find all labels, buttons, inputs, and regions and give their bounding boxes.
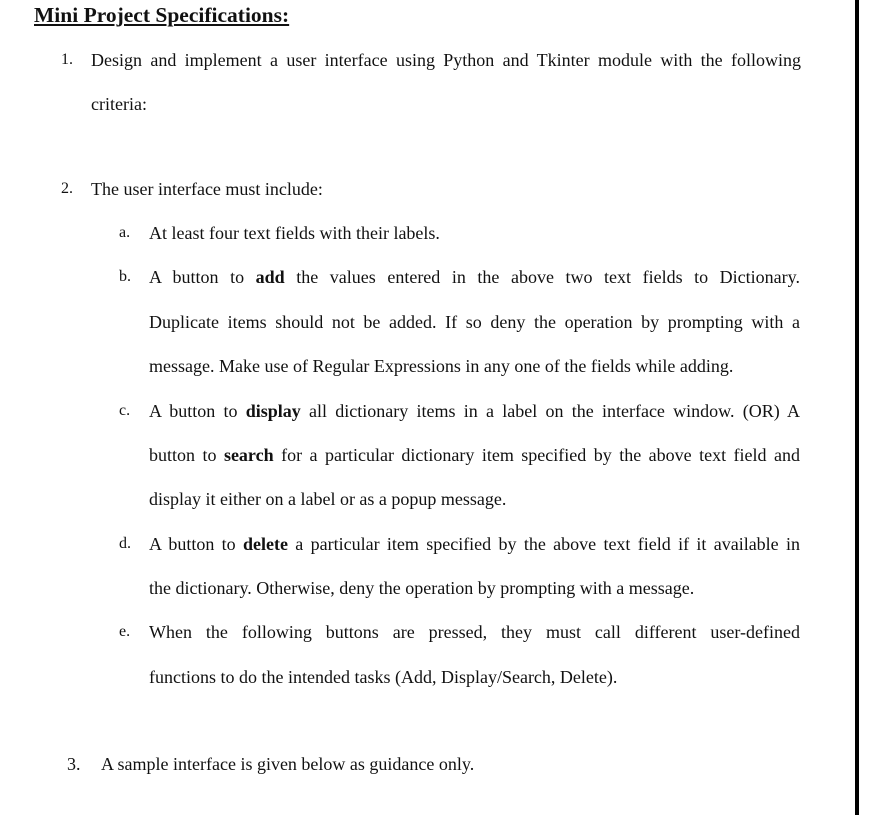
keyword-display: display — [245, 401, 301, 421]
subitem-c-label: c. — [119, 402, 131, 419]
subitem-c-line-2: button to search for a particular dictionary item specified by the above text field and — [149, 445, 800, 465]
keyword-search: search — [223, 445, 274, 465]
subitem-a-line-1: At least four text fields with their labels. — [149, 223, 440, 243]
item-2-line-1: The user interface must include: — [91, 179, 323, 199]
item-1-number: 1. — [61, 51, 73, 68]
subitem-c-line-3: display it either on a label or as a popup message. — [149, 489, 507, 509]
subitem-c-line-1: A button to display all dictionary items in a label on the interface window. (OR) A — [149, 401, 800, 421]
subitem-e-line-1: When the following buttons are pressed, they must call different user-defined — [149, 622, 800, 642]
subitem-a-label: a. — [119, 224, 131, 241]
subitem-d-line-2: the dictionary. Otherwise, deny the operation by prompting with a message. — [149, 578, 695, 598]
subitem-e-label: e. — [119, 623, 131, 640]
subitem-d-label: d. — [119, 535, 131, 552]
subitem-e-line-2: functions to do the intended tasks (Add, Display/Search, Delete). — [149, 667, 618, 687]
keyword-delete: delete — [242, 534, 288, 554]
subitem-b-line-2: Duplicate items should not be added. If so deny the operation by prompting with a — [149, 312, 800, 332]
item-2-number: 2. — [61, 180, 73, 197]
keyword-add: add — [255, 267, 285, 287]
subitem-b-line-3: message. Make use of Regular Expressions in any one of the fields while adding. — [149, 356, 734, 376]
subitem-b-label: b. — [119, 268, 131, 285]
page-title: Mini Project Specifications: — [34, 3, 290, 27]
subitem-d-line-1: A button to delete a particular item specified by the above text field if it available in — [149, 534, 800, 554]
item-1-line-2: criteria: — [91, 94, 147, 114]
subitem-b-line-1: A button to add the values entered in the above two text fields to Dictionary. — [149, 267, 800, 287]
item-3-number: 3. — [67, 754, 81, 774]
item-3-line-1: A sample interface is given below as guidance only. — [101, 754, 475, 774]
page-right-border — [855, 0, 859, 815]
item-1-line-1: Design and implement a user interface using Python and Tkinter module with the following — [91, 50, 801, 70]
